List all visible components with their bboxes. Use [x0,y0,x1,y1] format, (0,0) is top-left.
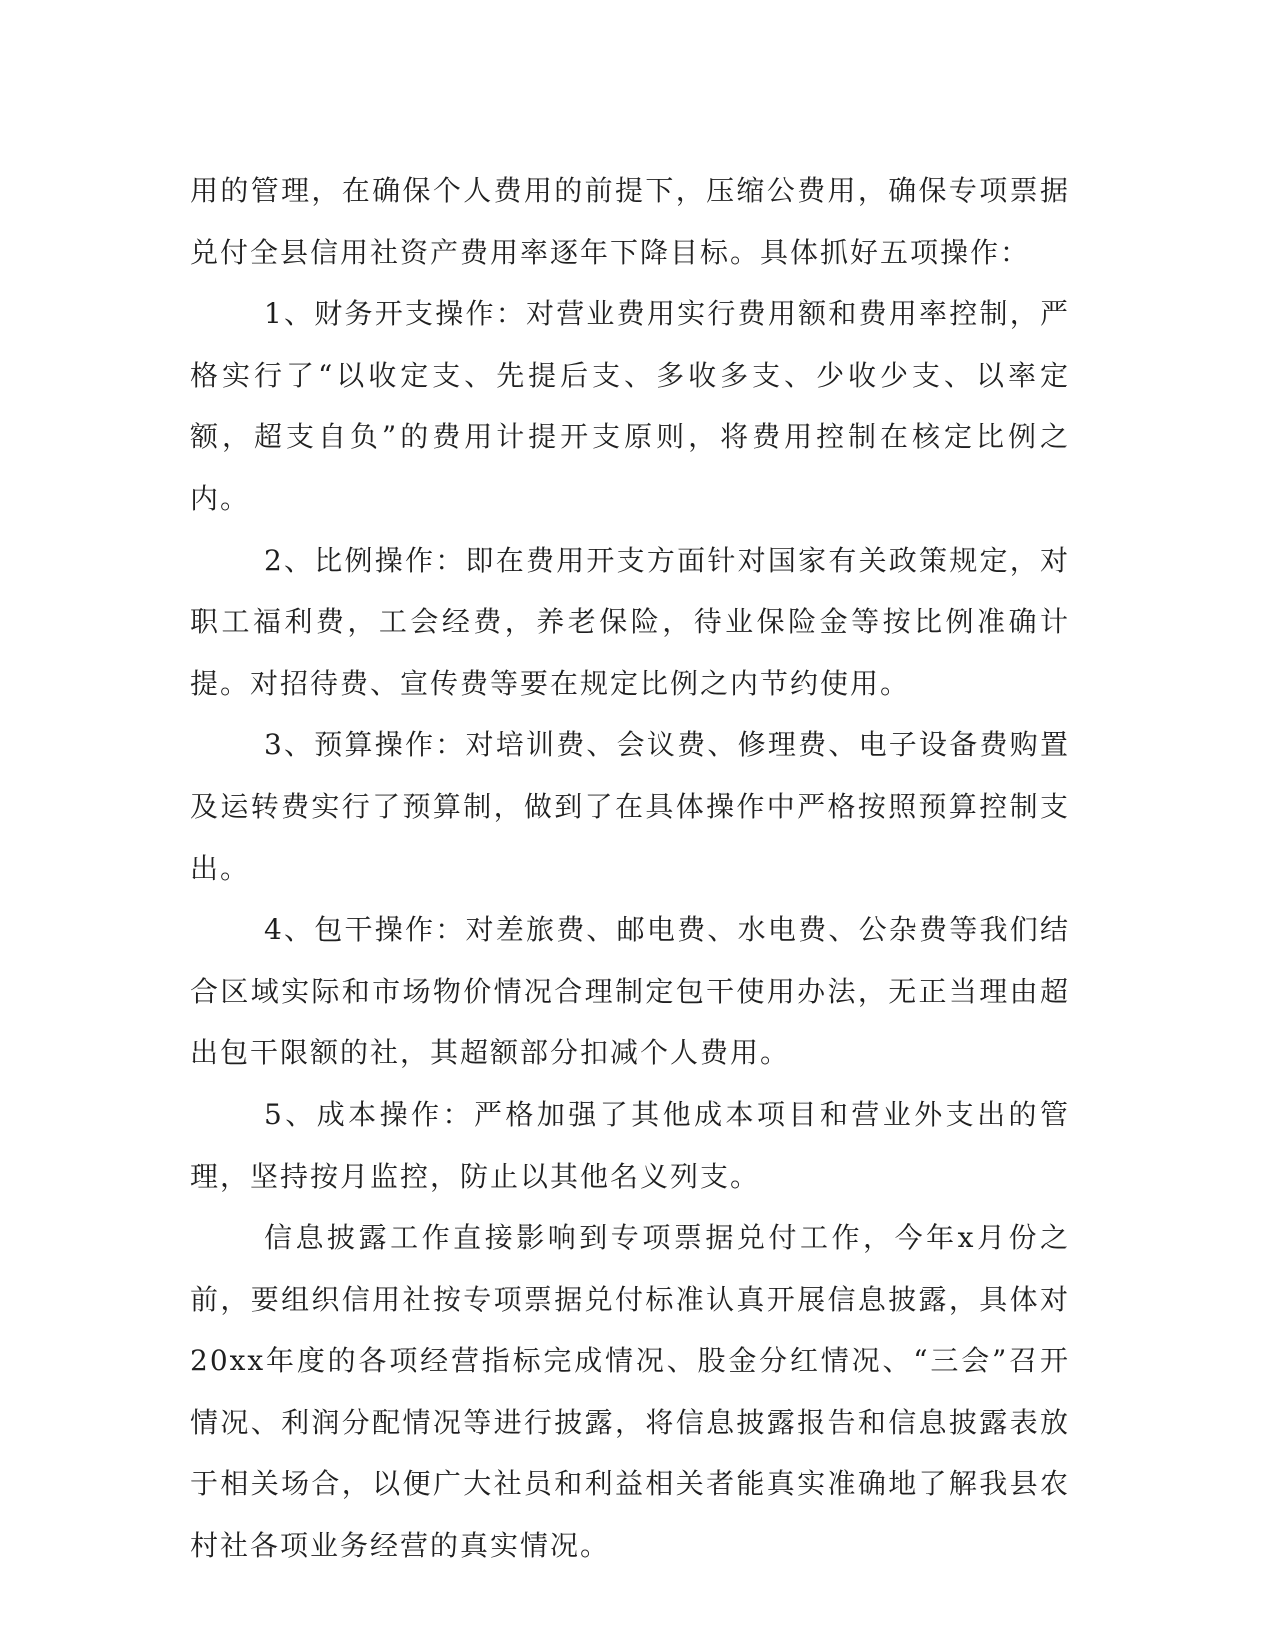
paragraph-financial-expense: 1、财务开支操作：对营业费用实行费用额和费用率控制，严格实行了“以收定支、先提后支、多收多支、少收少支、以率定额，超支自负”的费用计提开支原则，将费用控制在核定比例之内。 [190,297,1070,515]
document-body [190,160,1070,1577]
paragraph-continuation: 用的管理，在确保个人费用的前提下，压缩公费用，确保专项票据兑付全县信用社资产费用率逐年下降目标。具体抓好五项操作： [190,174,1070,269]
paragraph-budget: 3、预算操作：对培训费、会议费、修理费、电子设备费购置及运转费实行了预算制，做到了在具体操作中严格按照预算控制支出。 [190,728,1070,885]
paragraph-lump-sum: 4、包干操作：对差旅费、邮电费、水电费、公杂费等我们结合区域实际和市场物价情况合理制定包干使用办法，无正当理由超出包干限额的社，其超额部分扣减个人费用。 [190,913,1070,1070]
paragraph-cost: 5、成本操作：严格加强了其他成本项目和营业外支出的管理，坚持按月监控，防止以其他名义列支。 [190,1097,1070,1193]
paragraph-ratio: 2、比例操作：即在费用开支方面针对国家有关政策规定，对职工福利费，工会经费，养老保险，待业保险金等按比例准确计提。对招待费、宣传费等要在规定比例之内节约使用。 [190,543,1070,700]
paragraph-disclosure: 信息披露工作直接影响到专项票据兑付工作，今年x月份之前，要组织信用社按专项票据兑付标准认真开展信息披露，具体对20xx年度的各项经营指标完成情况、股金分红情况、“三会”召开情况、利润分配情况等进行披露，将信息披露报告和信息披露表放于相关场合，以便广大社员和利益相关者能真实准确地了解我县农村社各项业务经营的真实情况。 [190,1221,1070,1563]
